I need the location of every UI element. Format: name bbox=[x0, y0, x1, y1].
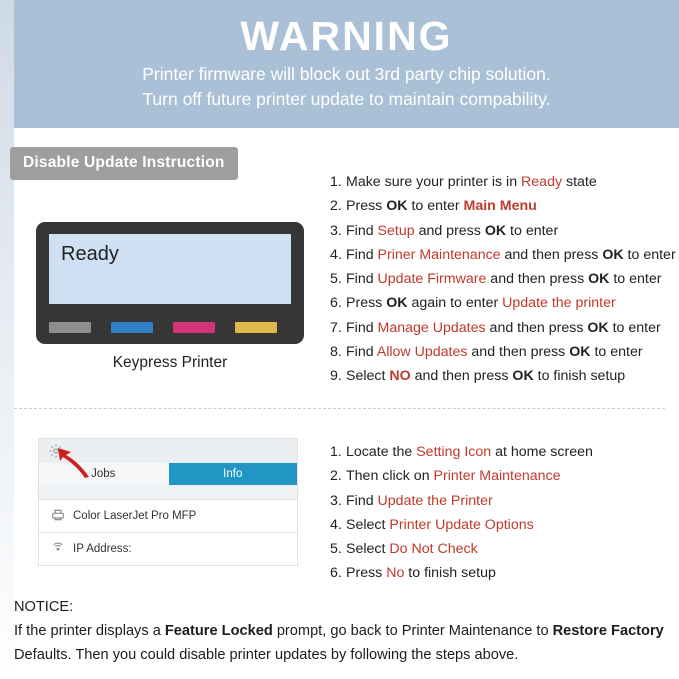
banner-title: WARNING bbox=[240, 13, 453, 59]
printer-screen: Ready bbox=[49, 234, 291, 304]
step-number: 1. bbox=[330, 444, 342, 460]
instruction-step: 6. Press No to finish setup bbox=[330, 561, 593, 585]
step-number: 8. bbox=[330, 344, 342, 361]
instruction-step: 1. Locate the Setting Icon at home screen bbox=[330, 440, 593, 464]
keypress-printer-illustration bbox=[36, 222, 304, 372]
printer-icon bbox=[51, 508, 73, 525]
instruction-step: 3. Find Update the Printer bbox=[330, 489, 593, 513]
warning-banner bbox=[14, 0, 679, 128]
step-number: 4. bbox=[330, 516, 342, 533]
step-number: 3. bbox=[330, 222, 342, 239]
notice-body: If the printer displays a Feature Locked prompt, go back to Printer Maintenance to Restore Factory Defaults. Then you could disable printer updates by following the steps above. bbox=[14, 623, 664, 663]
step-number: 6. bbox=[330, 295, 342, 312]
left-gradient-strip bbox=[0, 0, 14, 679]
instruction-step: 6. Press OK again to enter Update the printer bbox=[330, 291, 676, 315]
steps-keypress-list bbox=[330, 170, 676, 389]
banner-line-1: Printer firmware will block out 3rd party chip solution. bbox=[142, 64, 551, 84]
printer-button-2 bbox=[111, 322, 153, 333]
step-number: 5. bbox=[330, 541, 342, 558]
printer-body bbox=[36, 222, 304, 344]
step-number: 1. bbox=[330, 174, 342, 190]
instruction-step: 8. Find Allow Updates and then press OK to enter bbox=[330, 340, 676, 364]
instruction-step: 3. Find Setup and press OK to enter bbox=[330, 219, 676, 243]
printer-button-1 bbox=[49, 322, 91, 333]
wifi-icon bbox=[51, 541, 73, 558]
instruction-step: 4. Find Priner Maintenance and then press OK to enter bbox=[330, 243, 676, 267]
printer-button-row bbox=[49, 322, 291, 333]
step-number: 3. bbox=[330, 492, 342, 509]
section-divider bbox=[14, 408, 665, 409]
banner-line-2: Turn off future printer update to maintain compability. bbox=[142, 89, 551, 109]
step-number: 2. bbox=[330, 468, 342, 485]
notice-title: NOTICE: bbox=[14, 599, 74, 615]
instruction-step: 4. Select Printer Update Options bbox=[330, 513, 593, 537]
panel-gap bbox=[39, 485, 297, 499]
printer-caption: Keypress Printer bbox=[112, 354, 228, 371]
section-tag-disable-update: Disable Update Instruction bbox=[10, 147, 238, 180]
tab-info[interactable]: Info bbox=[169, 463, 298, 485]
step-number: 6. bbox=[330, 565, 342, 582]
instruction-step: 9. Select NO and then press OK to finish setup bbox=[330, 364, 676, 388]
red-arrow-pointer bbox=[53, 446, 93, 480]
step-number: 4. bbox=[330, 246, 342, 263]
instruction-step: 1. Make sure your printer is in Ready state bbox=[330, 170, 676, 194]
panel-row-printer-model[interactable] bbox=[39, 499, 297, 532]
panel-row-printer-model-label: Color LaserJet Pro MFP bbox=[73, 510, 197, 522]
step-number: 9. bbox=[330, 368, 342, 385]
tab-jobs[interactable]: Jobs bbox=[39, 463, 169, 485]
steps-touchscreen-list bbox=[330, 440, 593, 586]
panel-row-ip-address[interactable] bbox=[39, 532, 297, 565]
instruction-step: 2. Then click on Printer Maintenance bbox=[330, 464, 593, 488]
step-number: 5. bbox=[330, 271, 342, 288]
instruction-step: 5. Select Do Not Check bbox=[330, 537, 593, 561]
instruction-step: 5. Find Update Firmware and then press OK to enter bbox=[330, 267, 676, 291]
step-number: 7. bbox=[330, 319, 342, 336]
notice-block bbox=[14, 595, 666, 667]
printer-button-4 bbox=[235, 322, 277, 333]
instruction-step: 2. Press OK to enter Main Menu bbox=[330, 194, 676, 218]
printer-button-3 bbox=[173, 322, 215, 333]
instruction-step: 7. Find Manage Updates and then press OK to enter bbox=[330, 316, 676, 340]
step-number: 2. bbox=[330, 198, 342, 215]
panel-row-ip-address-label: IP Address: bbox=[73, 543, 132, 555]
